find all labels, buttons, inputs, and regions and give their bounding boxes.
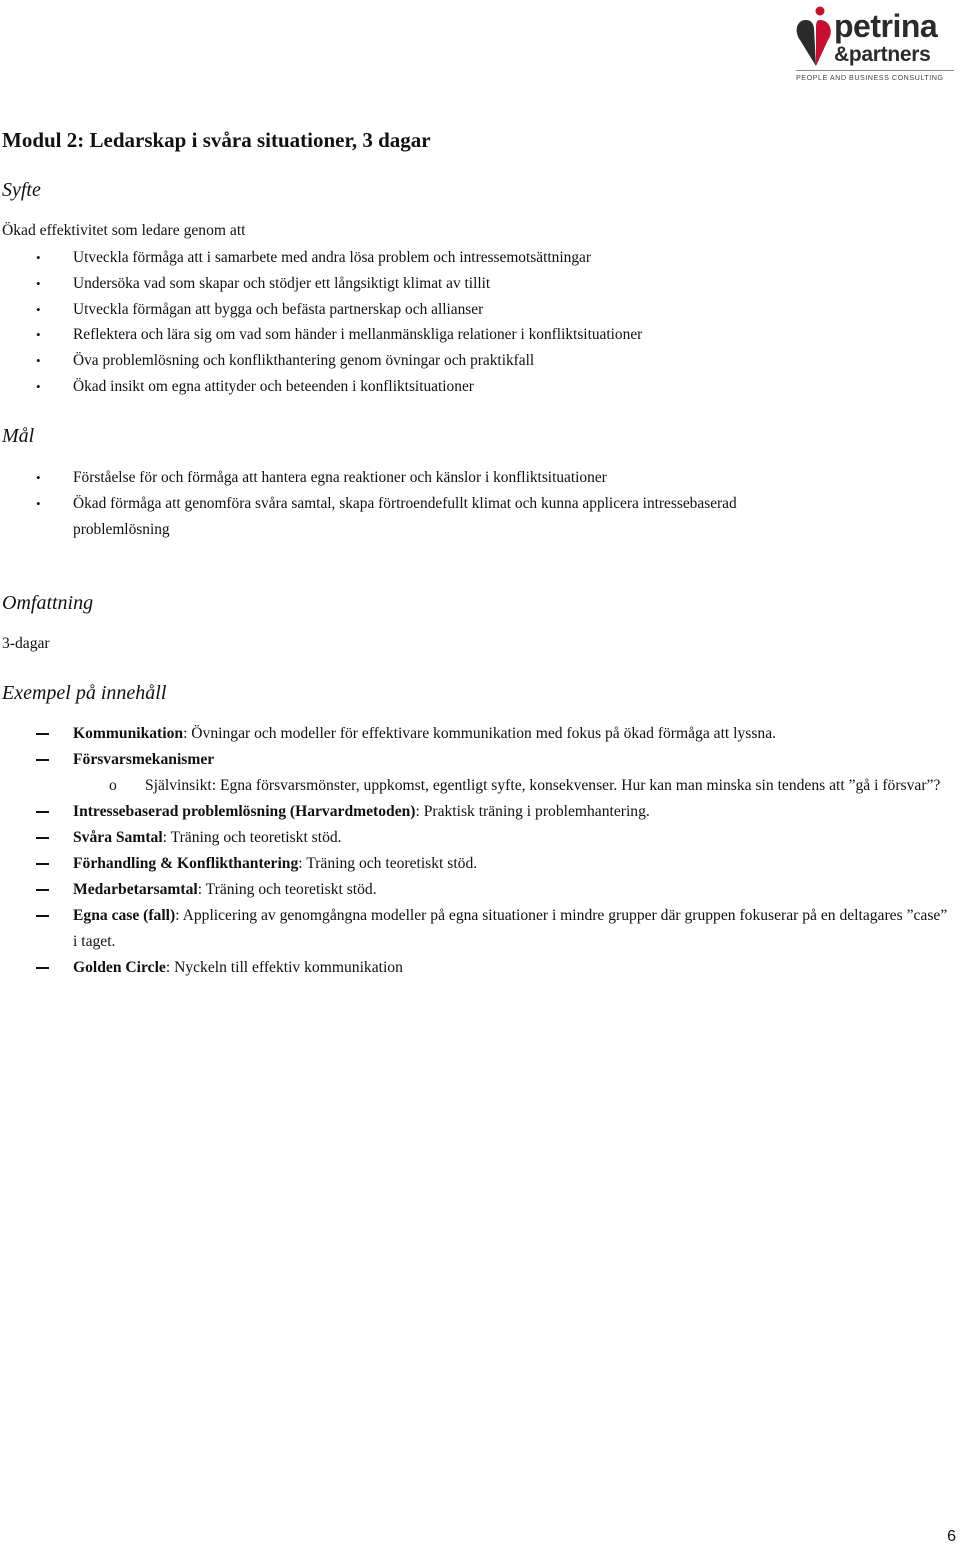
list-item: • Öva problemlösning och konflikthantering genom övningar och praktikfall bbox=[0, 348, 940, 374]
list-item: • Ökad insikt om egna attityder och beteenden i konfliktsituationer bbox=[0, 374, 940, 400]
dash-icon bbox=[36, 863, 49, 865]
bullet-icon: • bbox=[36, 301, 41, 317]
syfte-heading: Syfte bbox=[2, 179, 41, 201]
logo-name-line2: &partners bbox=[834, 43, 931, 66]
syfte-list bbox=[0, 245, 940, 400]
bullet-icon: • bbox=[36, 327, 41, 343]
sub-list-item bbox=[0, 773, 950, 799]
list-item: • Ökad förmåga att genomföra svåra samtal, skapa förtroendefullt klimat och kunna applicera intressebaserad problemlösning bbox=[0, 491, 940, 543]
logo-name-line1: petrina bbox=[834, 8, 938, 44]
omfattning-heading: Omfattning bbox=[2, 592, 94, 614]
mal-list bbox=[0, 465, 940, 542]
dash-icon bbox=[36, 811, 49, 813]
company-logo bbox=[790, 4, 956, 84]
dash-icon bbox=[36, 837, 49, 839]
exempel-list bbox=[0, 721, 950, 981]
bullet-icon: • bbox=[36, 378, 41, 394]
mal-heading: Mål bbox=[2, 425, 35, 447]
list-item: Golden Circle: Nyckeln till effektiv kommunikation bbox=[0, 955, 950, 981]
dash-icon bbox=[36, 733, 49, 735]
page-number: 6 bbox=[947, 1528, 956, 1545]
bullet-icon: • bbox=[36, 275, 41, 291]
list-item: Medarbetarsamtal: Träning och teoretiskt stöd. bbox=[0, 877, 950, 903]
list-item: Svåra Samtal: Träning och teoretiskt stöd. bbox=[0, 825, 950, 851]
omfattning-value: 3-dagar bbox=[2, 635, 50, 652]
list-item: Försvarsmekanismer bbox=[0, 747, 950, 773]
list-item: • Utveckla förmågan att bygga och befästa partnerskap och allianser bbox=[0, 297, 940, 323]
list-item: • Förståelse för och förmåga att hantera egna reaktioner och känslor i konfliktsituationer bbox=[0, 465, 940, 491]
dash-icon bbox=[36, 967, 49, 969]
sub-item: o Självinsikt: Egna försvarsmönster, uppkomst, egentligt syfte, konsekvenser. Hur kan man minska sin tendens att ”gå i försvar”? bbox=[73, 773, 942, 799]
list-item: • Undersöka vad som skapar och stödjer ett långsiktigt klimat av tillit bbox=[0, 271, 940, 297]
module-title: Modul 2: Ledarskap i svåra situationer, 3 dagar bbox=[2, 128, 431, 152]
list-item: Egna case (fall): Applicering av genomgångna modeller på egna situationer i mindre grupper där gruppen fokuserar på en deltagares ”case” i taget. bbox=[0, 903, 950, 955]
dash-icon bbox=[36, 915, 49, 917]
bullet-icon: • bbox=[36, 353, 41, 369]
logo-divider bbox=[796, 70, 954, 71]
list-item: • Reflektera och lära sig om vad som händer i mellanmänskliga relationer i konfliktsituationer bbox=[0, 322, 940, 348]
dash-icon bbox=[36, 759, 49, 761]
bullet-icon: • bbox=[36, 470, 41, 485]
logo-mark-icon bbox=[794, 6, 834, 70]
logo-tagline: PEOPLE AND BUSINESS CONSULTING bbox=[796, 73, 944, 82]
bullet-icon: • bbox=[36, 495, 41, 511]
exempel-heading: Exempel på innehåll bbox=[2, 682, 167, 704]
syfte-intro: Ökad effektivitet som ledare genom att bbox=[2, 222, 246, 239]
list-item: • Utveckla förmåga att i samarbete med andra lösa problem och intressemotsättningar bbox=[0, 245, 940, 271]
list-item: Förhandling & Konflikthantering: Träning och teoretiskt stöd. bbox=[0, 851, 950, 877]
dash-icon bbox=[36, 889, 49, 891]
list-item: Kommunikation: Övningar och modeller för effektivare kommunikation med fokus på ökad förmåga att lyssna. bbox=[0, 721, 950, 747]
list-item: Intressebaserad problemlösning (Harvardmetoden): Praktisk träning i problemhantering. bbox=[0, 799, 950, 825]
circle-bullet-icon: o bbox=[109, 777, 117, 794]
bullet-icon: • bbox=[36, 250, 41, 265]
